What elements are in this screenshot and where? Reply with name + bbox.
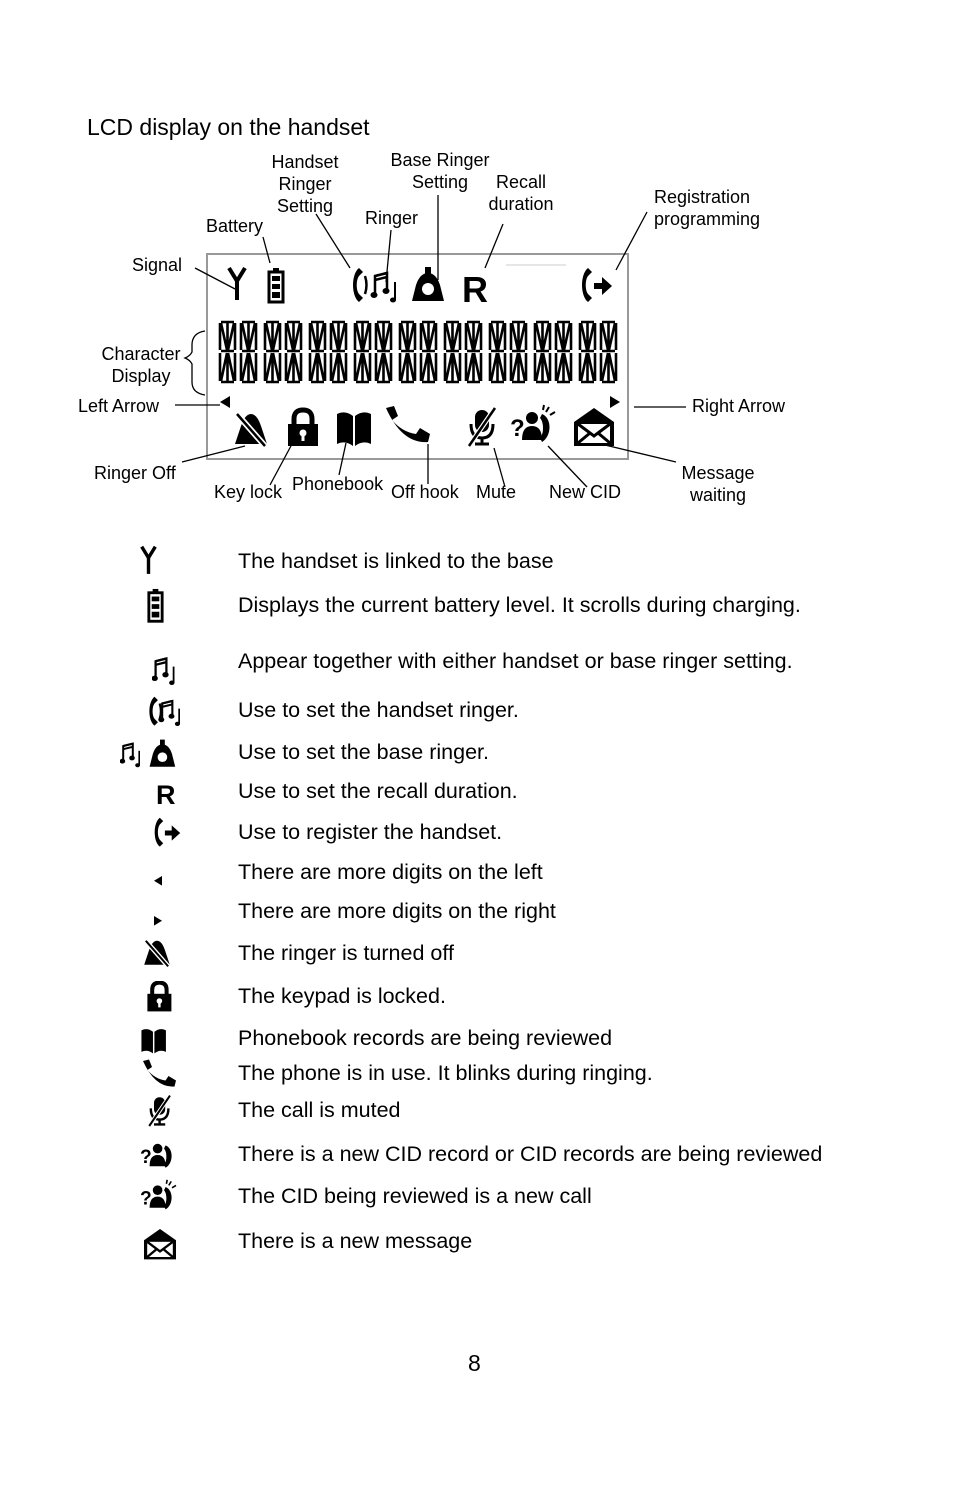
legend-text: The phone is in use. It blinks during ringing. [238, 1061, 653, 1085]
cid-icon [140, 1139, 210, 1175]
legend-text: The CID being reviewed is a new call [238, 1184, 592, 1208]
lcd-music-note-icon [371, 273, 397, 303]
label-phonebook: Phonebook [292, 474, 384, 494]
recall-r-icon [156, 780, 226, 816]
lcd-ringer-off-icon [235, 414, 267, 446]
base-ringer-icon [120, 738, 190, 774]
music-note-icon [152, 654, 222, 690]
left-arrow-icon [154, 876, 224, 912]
handset-ringer-icon [146, 695, 216, 731]
label-recall-duration: Recall duration [488, 172, 554, 214]
label-handset-ringer-setting: Handset Ringer Setting [271, 152, 339, 216]
legend-text: The keypad is locked. [238, 984, 446, 1008]
legend-text: Displays the current battery level. It scrolls during charging. [238, 593, 801, 617]
page-number: 8 [468, 1350, 481, 1376]
signal-icon [140, 545, 210, 581]
lcd-character-display [219, 320, 617, 384]
label-registration-programming: Registration programming [654, 187, 761, 229]
legend-text: Appear together with either handset or base ringer setting. [238, 649, 793, 673]
page-title: LCD display on the handset [87, 114, 370, 140]
label-mute: Mute [476, 482, 517, 502]
lcd-off-hook-icon [386, 406, 430, 442]
label-ringer-off: Ringer Off [94, 463, 176, 483]
off-hook-icon [140, 1058, 210, 1094]
lcd-base-ringer-icon [412, 267, 444, 301]
lcd-phonebook-icon [337, 412, 371, 446]
label-message-waiting: Message waiting [681, 463, 755, 505]
lcd-recall-r-icon [462, 269, 488, 310]
legend-text: Use to set the recall duration. [238, 779, 518, 803]
label-ringer: Ringer [365, 208, 419, 228]
legend-text: The handset is linked to the base [238, 549, 554, 573]
ringer-off-icon [141, 936, 211, 972]
registration-icon [153, 816, 223, 852]
lcd-handset-ringer-icon [353, 268, 367, 302]
lcd-mute-icon [469, 408, 495, 446]
lcd-left-arrow-icon [220, 396, 230, 408]
new-cid-icon [140, 1179, 210, 1215]
label-character-display: Character Display [101, 344, 181, 386]
legend-text: There are more digits on the left [238, 860, 543, 884]
battery-icon [146, 588, 216, 624]
label-base-ringer-setting: Base Ringer Setting [390, 150, 490, 192]
label-left-arrow: Left Arrow [78, 396, 160, 416]
legend-text: Phonebook records are being reviewed [238, 1026, 613, 1050]
lcd-registration-icon [582, 268, 612, 302]
phonebook-icon [140, 1026, 210, 1062]
lcd-key-lock-icon [288, 410, 318, 446]
legend-text: The call is muted [238, 1098, 401, 1122]
label-off-hook: Off hook [391, 482, 459, 502]
key-lock-icon [145, 981, 215, 1017]
legend-text: Use to set the handset ringer. [238, 698, 519, 722]
legend-text: There is a new CID record or CID records are being reviewed [238, 1142, 823, 1166]
lcd-signal-icon [229, 268, 245, 300]
lcd-new-cid-icon [510, 405, 555, 442]
legend-text: There is a new message [238, 1229, 473, 1253]
legend-text: Use to set the base ringer. [238, 740, 489, 764]
message-waiting-icon [144, 1229, 214, 1265]
label-signal: Signal [132, 255, 183, 275]
lcd-battery-icon [269, 268, 283, 302]
legend-text: Use to register the handset. [238, 820, 503, 844]
label-right-arrow: Right Arrow [692, 396, 786, 416]
label-battery: Battery [206, 216, 264, 236]
label-key-lock: Key lock [214, 482, 283, 502]
legend-text: There are more digits on the right [238, 899, 556, 923]
mute-icon [146, 1094, 216, 1130]
lcd-right-arrow-icon [610, 396, 620, 408]
lcd-message-waiting-icon [574, 408, 614, 446]
label-new-cid: New CID [549, 482, 622, 502]
legend-text: The ringer is turned off [238, 941, 454, 965]
